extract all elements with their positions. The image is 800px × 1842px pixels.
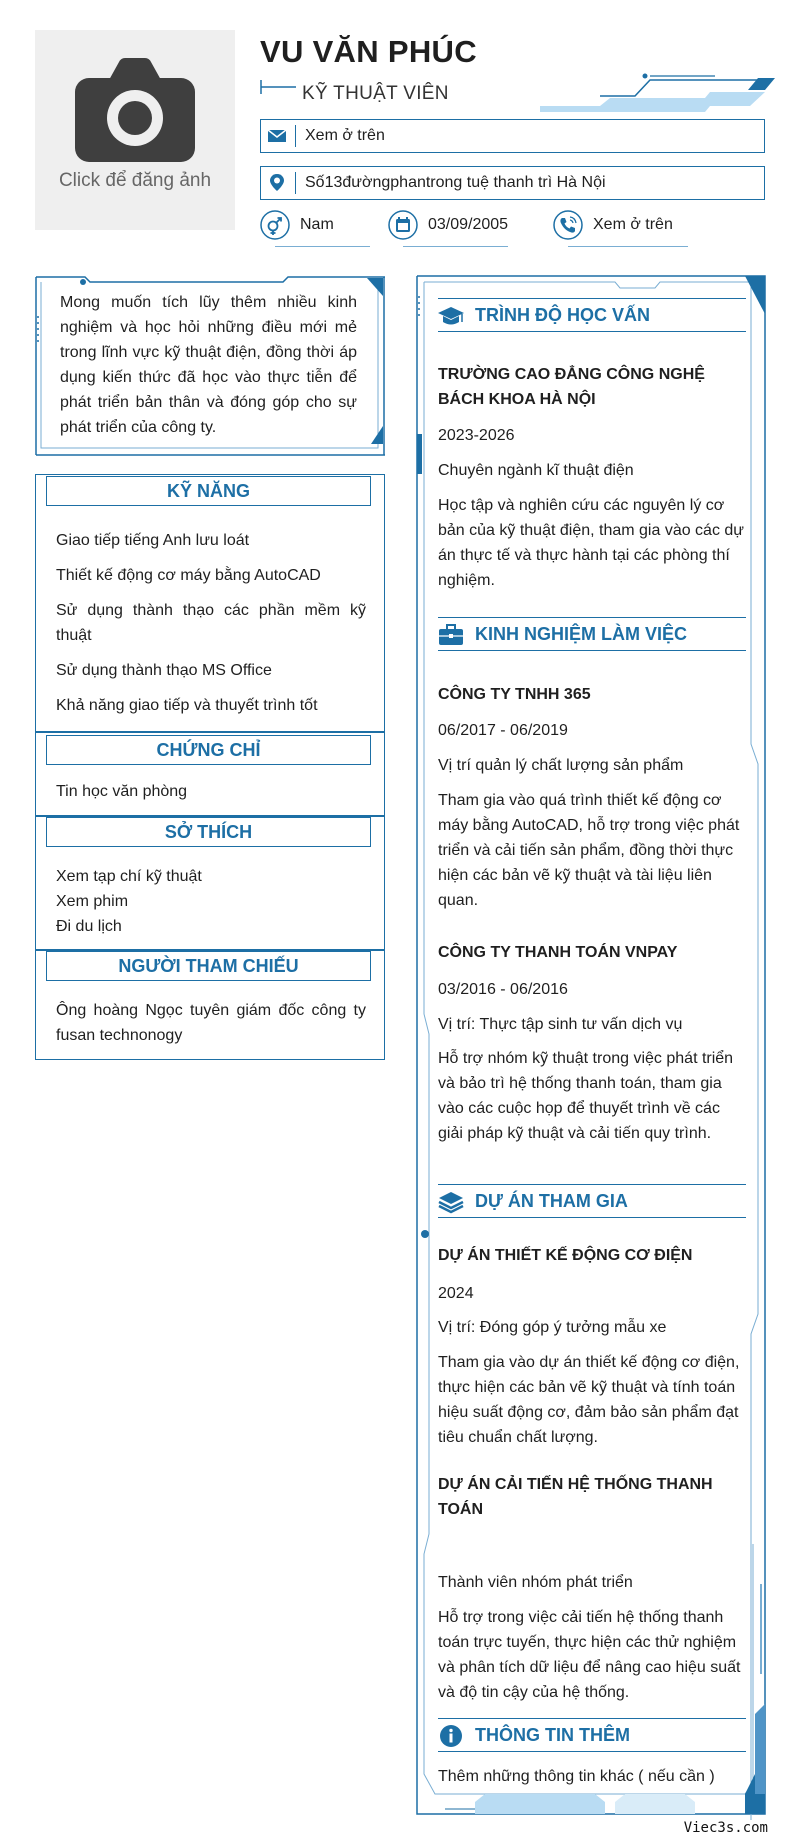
experience-title: KINH NGHIỆM LÀM VIỆC [475, 624, 688, 644]
education-major: Chuyên ngành kĩ thuật điện [438, 462, 634, 479]
birthday-value: 03/09/2005 [428, 216, 509, 233]
project-description: Hỗ trợ trong việc cải tiến hệ thống thanh toán trực tuyến, thực hiện các thử nghiệm và phân tích dữ liệu để nâng cao hiệu suất và độ tin cậy của hệ thống. [438, 1609, 741, 1701]
avatar-upload[interactable] [35, 30, 235, 230]
underline [403, 246, 508, 247]
references-section [35, 950, 385, 1060]
project-name: DỰ ÁN THIẾT KẾ ĐỘNG CƠ ĐIỆN [438, 1247, 693, 1264]
education-period: 2023-2026 [438, 427, 515, 444]
candidate-name[interactable]: VU VĂN PHÚC [260, 34, 477, 69]
hobbies-section [35, 816, 385, 950]
skill-item: Sử dụng thành thạo các phần mềm kỹ thuật [56, 602, 366, 644]
photo-upload-label: Click để đăng ảnh [58, 170, 212, 191]
education-description: Học tập và nghiên cứu các nguyên lý cơ bản của kỹ thuật điện, tham gia vào các dự án thực tế và thực hành tại các phòng thí nghiệm. [438, 497, 745, 589]
calendar-icon [388, 210, 418, 240]
gender-icon [260, 210, 290, 240]
phone-icon [553, 210, 583, 240]
project-name: DỰ ÁN CẢI TIẾN HỆ THỐNG THANH TOÁN [438, 1476, 713, 1518]
camera-icon [75, 58, 195, 162]
job-description: Hỗ trợ nhóm kỹ thuật trong việc phát triển và bảo trì hệ thống thanh toán, tham gia vào các cuộc họp để thuyết trình về các giải pháp kỹ thuật và cải tiến quy trình. [438, 1050, 734, 1142]
project-description: Tham gia vào dự án thiết kế động cơ điện, thực hiện các bản vẽ kỹ thuật và tính toán hiệu suất động cơ, đảm bảo sản phẩm đạt tiêu chuẩn chất lượng. [438, 1354, 740, 1446]
school-name: TRƯỜNG CAO ĐẲNG CÔNG NGHỆ BÁCH KHOA HÀ NỘI [438, 366, 705, 408]
job-description: Tham gia vào quá trình thiết kế động cơ máy bằng AutoCAD, hỗ trợ trong việc phát triển và cải tiến sản phẩm, đồng thời thực hiện các bản vẽ kỹ thuật và tài liệu liên quan. [438, 792, 740, 909]
additional-header [438, 1718, 746, 1752]
career-objective: Mong muốn tích lũy thêm nhiều kinh nghiệm và học hỏi những điều mới mẻ trong lĩnh vực kỹ thuật điện, đồng thời áp dụng kiến thức đã học vào thực tiễn để phát triển bản thân và đóng góp cho sự phát triển của công ty. [60, 294, 357, 436]
graduation-cap-icon [438, 304, 464, 328]
skill-item: Khả năng giao tiếp và thuyết trình tốt [56, 697, 318, 714]
skill-item: Sử dụng thành thạo MS Office [56, 662, 272, 679]
experience-header [438, 617, 746, 651]
company-name: CÔNG TY THANH TOÁN VNPAY [438, 944, 678, 961]
skill-item: Thiết kế động cơ máy bằng AutoCAD [56, 567, 321, 584]
company-name: CÔNG TY TNHH 365 [438, 686, 591, 703]
layers-icon [438, 1190, 464, 1214]
job-title[interactable]: KỸ THUẬT VIÊN [302, 83, 449, 104]
project-role: Vị trí: Đóng góp ý tưởng mẫu xe [438, 1319, 667, 1336]
hobby-item: Xem phim [56, 893, 129, 910]
hobby-item: Đi du lịch [56, 918, 122, 935]
job-period: 03/2016 - 06/2016 [438, 981, 568, 998]
additional-title: THÔNG TIN THÊM [475, 1725, 630, 1745]
hobby-item: Xem tạp chí kỹ thuật [56, 868, 202, 885]
certificate-item: Tin học văn phòng [56, 783, 188, 800]
address-value: Số13đườngphantrong tuệ thanh trì Hà Nội [305, 174, 606, 191]
email-value: Xem ở trên [305, 127, 385, 144]
education-header [438, 298, 746, 332]
field-separator [295, 125, 296, 147]
title-connector-line [260, 80, 296, 94]
info-icon [438, 1724, 464, 1748]
certificates-title: CHỨNG CHỈ [46, 735, 371, 765]
hobbies-title: SỞ THÍCH [46, 817, 371, 847]
project-period: 2024 [438, 1285, 474, 1302]
address-field[interactable] [260, 166, 765, 200]
briefcase-icon [438, 623, 464, 647]
project-role: Thành viên nhóm phát triển [438, 1574, 633, 1591]
skills-section [35, 474, 385, 732]
phone-value: Xem ở trên [593, 216, 673, 233]
skills-title: KỸ NĂNG [46, 476, 371, 506]
brand-watermark: Viec3s.com [683, 1820, 768, 1836]
email-field[interactable] [260, 119, 765, 153]
references-title: NGƯỜI THAM CHIẾU [46, 951, 371, 981]
underline [275, 246, 370, 247]
additional-text: Thêm những thông tin khác ( nếu cần ) [438, 1768, 715, 1785]
certificates-section [35, 732, 385, 816]
job-position: Vị trí: Thực tập sinh tư vấn dịch vụ [438, 1016, 683, 1033]
location-pin-icon [267, 173, 287, 193]
projects-header [438, 1184, 746, 1218]
field-separator [295, 172, 296, 194]
underline [568, 246, 688, 247]
job-position: Vị trí quản lý chất lượng sản phẩm [438, 757, 684, 774]
gender-value: Nam [300, 216, 334, 233]
reference-text: Ông hoàng Ngọc tuyên giám đốc công ty fusan technonogy [56, 1002, 366, 1044]
job-period: 06/2017 - 06/2019 [438, 722, 568, 739]
skill-item: Giao tiếp tiếng Anh lưu loát [56, 532, 250, 549]
circuit-decoration [540, 72, 775, 114]
education-title: TRÌNH ĐỘ HỌC VẤN [475, 305, 650, 325]
mail-icon [267, 126, 287, 146]
projects-title: DỰ ÁN THAM GIA [475, 1191, 628, 1211]
